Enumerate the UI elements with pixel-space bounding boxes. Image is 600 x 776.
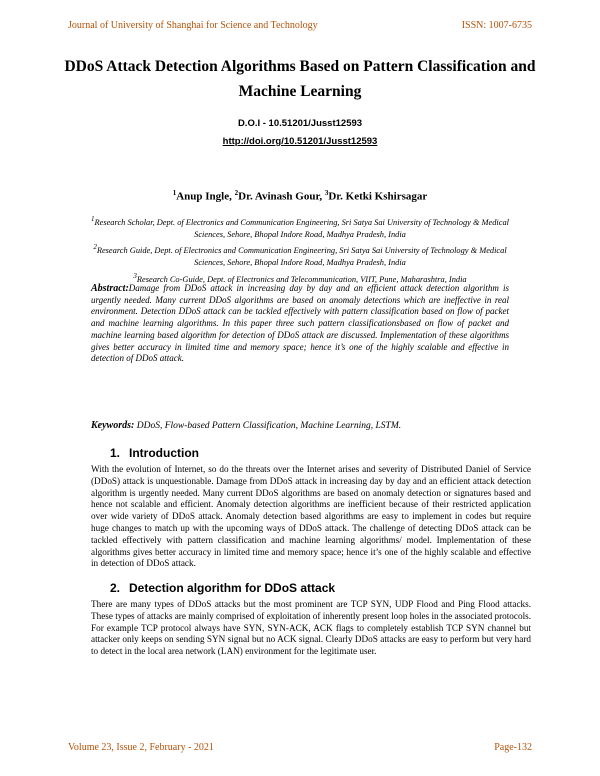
journal-name: Journal of University of Shanghai for Science and Technology xyxy=(68,20,318,31)
doi-link[interactable]: http://doi.org/10.51201/Jusst12593 xyxy=(222,136,378,147)
author-name: Dr. Avinash Gour, xyxy=(238,190,323,203)
author-name: Dr. Ketki Kshirsagar xyxy=(328,190,428,203)
affiliation-sup: 1 xyxy=(91,215,95,223)
author-sup: 2 xyxy=(234,189,239,197)
abstract-text: Damage from DDoS attack in increasing day by day and an efficient attack detection algorithm is urgently needed. Many current DDoS algorithms are based on anomaly detections which are ineffective in real environment. Detection DDoS attack can be tackled effectively with pattern classification based on flow of packet and machine learning algorithms. In this paper three such pattern classificationsbased on flow of packet and machine learning based algorithm for detection of DDoS attack are discussed. Implementation of these algorithms gives better accuracy in limited time and memory space; hence it’s one of the highly scalable and effective in detection of DDoS attack. xyxy=(91,283,509,364)
author-sup: 1 xyxy=(172,189,177,197)
affiliation xyxy=(90,213,510,241)
abstract xyxy=(91,283,509,365)
section-title: Introduction xyxy=(129,446,199,460)
section-heading-detection xyxy=(110,581,335,595)
volume-info: Volume 23, Issue 2, February - 2021 xyxy=(68,742,214,753)
running-header xyxy=(68,20,532,31)
paper-title: DDoS Attack Detection Algorithms Based on Pattern Classification and Machine Learning xyxy=(64,58,536,100)
section-body-detection: There are many types of DDoS attacks but the most prominent are TCP SYN, UDP Flood and Ping Flood attacks. These types of attacks are mainly comprised of exploitation of inherently present loop holes in the associated protocols. For example TCP protocol always have SYN, SYN-ACK, ACK flags to completely establish TCP SYN channel but attacker only keeps on sending SYN signal but no ACK signal. Clearly DDoS attacks are easy to perform but very hard to detect in the local area network (LAN) environment for the legitimate user. xyxy=(91,599,531,657)
affiliation-text: Research Scholar, Dept. of Electronics and Communication Engineering, Sri Satya Sai University of Technology & Medical Sciences, Sehore, Bhopal Indore Road, Madhya Pradesh, India xyxy=(94,217,509,240)
section-number: 1. xyxy=(110,446,121,460)
author-name: Anup Ingle, xyxy=(176,190,232,203)
affiliation-sup: 3 xyxy=(133,271,137,280)
author-sup: 3 xyxy=(324,189,329,197)
affiliation-text: Research Co-Guide, Dept. of Electronics and Telecommunication, VIIT, Pune, Maharashtra, India xyxy=(136,274,467,284)
keywords-label: Keywords: xyxy=(91,420,135,431)
abstract-label: Abstract: xyxy=(91,283,129,294)
section-body-introduction: With the evolution of Internet, so do the threats over the Internet arises and severity of Distributed Daniel of Service (DDoS) attack is unquestionable. Damage from DDoS attack in increasing day by day and an efficient attack detection algorithm is urgently needed. Many current DDoS algorithms are based on anomaly detection or signatures based and hence not scalable and efficient. Anomaly detection algorithms are inefficient because of their restricted application over wide variety of DDoS attack. Anomaly detection based algorithms are easy to implement in codes but require huge changes to match up with the upcoming ways of DDoS attack. The challenge of detecting DDoS attack can be tackled effectively with pattern classification and machine learning algorithms/ model. Implementation of these algorithms gives better accuracy in limited time and memory space; hence it’s one of the highly scalable and effective in detection of DDoS attack. xyxy=(91,464,531,569)
page-number: Page-132 xyxy=(494,742,532,753)
affiliations xyxy=(90,213,510,286)
affiliation xyxy=(90,241,510,269)
keywords xyxy=(91,420,509,431)
keywords-text: DDoS, Flow-based Pattern Classification, Machine Learning, LSTM. xyxy=(136,421,402,431)
doi-label: D.O.I - 10.51201/Jusst12593 xyxy=(237,118,363,129)
issn: ISSN: 1007-6735 xyxy=(461,20,532,31)
section-heading-introduction xyxy=(110,446,199,460)
section-number: 2. xyxy=(110,581,121,595)
affiliation-sup: 2 xyxy=(93,243,97,252)
running-footer xyxy=(68,742,532,753)
section-title: Detection algorithm for DDoS attack xyxy=(129,581,336,595)
author-list xyxy=(0,189,600,203)
affiliation-text: Research Guide, Dept. of Electronics and Communication Engineering, Sri Satya Sai University of Technology & Medical Sciences, Sehore, Bhopal Indore Road, Madhya Pradesh, India xyxy=(96,246,507,268)
doi-block xyxy=(0,115,600,151)
